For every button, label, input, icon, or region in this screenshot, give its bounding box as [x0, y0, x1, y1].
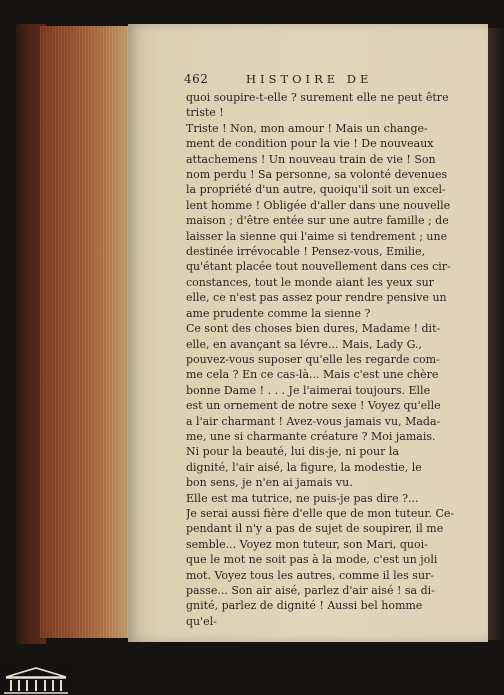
text-line: attachemens ! Un nouveau train de vie ! Son — [186, 152, 436, 166]
text-line: que le mot ne soit pas à la mode, c'est un joli — [186, 553, 438, 567]
text-line: maison ; d'être entée sur une autre famille ; de — [186, 214, 449, 228]
running-title: HISTOIRE DE — [246, 72, 373, 86]
text-line: ame prudente comme la sienne ? — [186, 306, 371, 320]
page-edges — [40, 26, 132, 638]
text-line: constances, tout le monde aiant les yeux sur — [186, 275, 434, 289]
text-line: semble... Voyez mon tuteur, son Mari, quoi- — [186, 537, 428, 551]
text-line: elle, en avançant sa lévre... Mais, Lady G., — [186, 337, 422, 351]
text-line: lent homme ! Obligée d'aller dans une nouvelle — [186, 198, 451, 212]
text-line: qu'étant placée tout nouvellement dans ces cir- — [186, 260, 451, 274]
page-text — [186, 90, 456, 629]
text-line: qu'el- — [186, 614, 217, 628]
text-line: la propriété d'un autre, quoiqu'il soit un excel- — [186, 183, 446, 197]
text-line: laisser la sienne qui l'aime si tendrement ; une — [186, 229, 448, 243]
text-line: elle, ce n'est pas assez pour rendre pensive un — [186, 291, 447, 305]
text-line: me cela ? En ce cas-là... Mais c'est une chère — [186, 368, 439, 382]
text-line: ment de condition pour la vie ! De nouveaux — [186, 137, 434, 151]
text-line: passe... Son air aisé, parlez d'air aisé ! sa di- — [186, 584, 435, 597]
text-line: bonne Dame ! . . . Je l'aimerai toujours. Elle — [186, 383, 431, 397]
text-line: triste ! — [186, 106, 224, 120]
text-line: pouvez-vous suposer qu'elle les regarde com- — [186, 352, 440, 366]
text-line: Elle est ma tutrice, ne puis-je pas dire ?... — [186, 491, 419, 505]
text-line: mot. Voyez tous les autres, comme il les sur- — [186, 568, 435, 582]
text-line: Ni pour la beauté, lui dis-je, ni pour la — [186, 445, 399, 459]
text-line: Triste ! Non, mon amour ! Mais un change- — [186, 121, 428, 135]
text-line: Ce sont des choses bien dures, Madame ! dit- — [186, 322, 441, 336]
text-line: a l'air charmant ! Avez-vous jamais vu, Mada- — [186, 414, 441, 428]
book-cover-right — [488, 28, 504, 640]
text-line: Je serai aussi fière d'elle que de mon tuteur. Ce- — [186, 506, 455, 520]
text-line: pendant il n'y a pas de sujet de soupirer, il me — [186, 522, 444, 536]
text-line: est un ornement de notre sexe ! Voyez qu'elle — [186, 399, 441, 413]
text-line: me, une si charmante créature ? Moi jamais. — [186, 429, 436, 443]
text-line: bon sens, je n'en ai jamais vu. — [186, 476, 353, 490]
page-number: 462 — [184, 72, 209, 86]
running-head — [184, 72, 474, 92]
text-line: destinée irrévocable ! Pensez-vous, Emilie, — [186, 245, 426, 259]
text-line: nom perdu ! Sa personne, sa volonté devenues — [186, 168, 448, 182]
text-line: quoi soupire-t-elle ? surement elle ne peut être — [186, 91, 449, 104]
text-line: gnité, parlez de dignité ! Aussi bel homme — [186, 599, 423, 613]
text-line: dignité, l'air aisé, la figure, la modestie, le — [186, 460, 422, 474]
library-building-logo-icon — [0, 665, 72, 695]
